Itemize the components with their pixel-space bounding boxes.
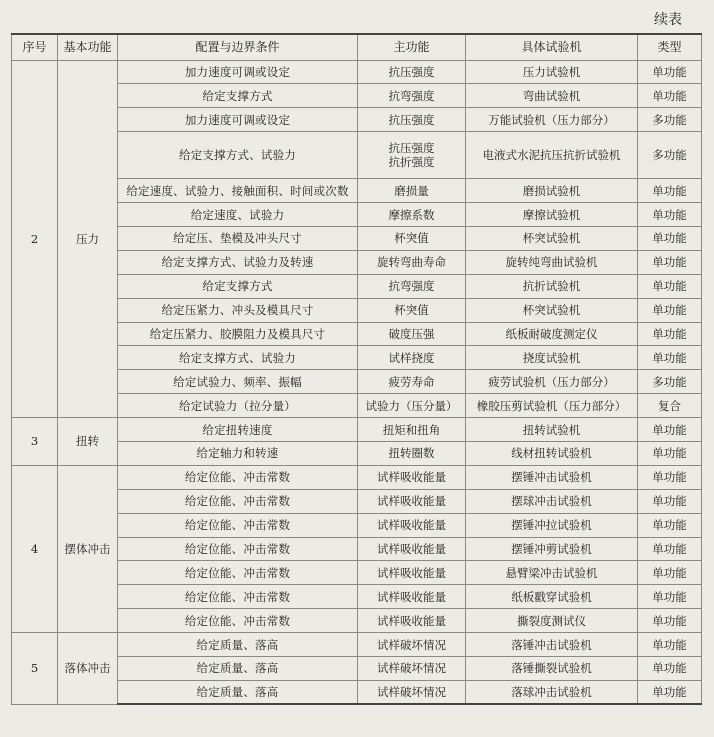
configuration-cell: 加力速度可调或设定 — [118, 60, 358, 84]
configuration-cell: 给定质量、落高 — [118, 680, 358, 704]
machine-cell: 磨损试验机 — [466, 179, 638, 203]
main-function-line: 抗折强度 — [388, 155, 435, 170]
machine-cell: 挠度试验机 — [466, 346, 638, 370]
main-function-cell: 旋转弯曲寿命 — [358, 250, 466, 274]
type-cell: 单功能 — [638, 656, 702, 680]
type-cell: 单功能 — [638, 609, 702, 633]
basic-function: 落体冲击 — [58, 633, 118, 705]
main-function-cell: 磨损量 — [358, 179, 466, 203]
type-cell: 单功能 — [638, 203, 702, 227]
type-cell: 单功能 — [638, 561, 702, 585]
header-machine: 具体试验机 — [466, 34, 638, 60]
type-cell: 多功能 — [638, 132, 702, 179]
main-function-cell: 试样吸收能量 — [358, 537, 466, 561]
header-no: 序号 — [12, 34, 58, 60]
configuration-cell: 给定轴力和转速 — [118, 441, 358, 465]
continued-label: 续表 — [654, 12, 682, 28]
configuration-cell: 给定试验力（拉分量） — [118, 394, 358, 418]
type-cell: 单功能 — [638, 441, 702, 465]
table-row — [12, 418, 702, 442]
configuration-cell: 给定质量、落高 — [118, 656, 358, 680]
row-number: 5 — [12, 633, 58, 705]
machine-cell: 摆锤冲拉试验机 — [466, 513, 638, 537]
machine-cell: 压力试验机 — [466, 60, 638, 84]
main-function-cell: 疲劳寿命 — [358, 370, 466, 394]
configuration-cell: 给定压紧力、冲头及模具尺寸 — [118, 298, 358, 322]
row-number: 4 — [12, 465, 58, 632]
row-number: 3 — [12, 418, 58, 466]
table-row — [12, 465, 702, 489]
machine-cell: 线材扭转试验机 — [466, 441, 638, 465]
machine-cell: 落锤撕裂试验机 — [466, 656, 638, 680]
type-cell: 多功能 — [638, 370, 702, 394]
configuration-cell: 给定扭转速度 — [118, 418, 358, 442]
main-function-cell: 试样破坏情况 — [358, 656, 466, 680]
main-function-cell: 抗压强度 — [358, 108, 466, 132]
basic-function: 摆体冲击 — [58, 465, 118, 632]
main-function-line: 抗压强度 — [388, 141, 435, 156]
machine-cell: 旋转纯弯曲试验机 — [466, 250, 638, 274]
main-function-cell: 试验力（压分量） — [358, 394, 466, 418]
configuration-cell: 给定位能、冲击常数 — [118, 489, 358, 513]
header-type: 类型 — [638, 34, 702, 60]
configuration-cell: 给定压、垫模及冲头尺寸 — [118, 226, 358, 250]
machine-cell: 纸板耐破度测定仪 — [466, 322, 638, 346]
basic-function: 压力 — [58, 60, 118, 418]
machine-cell: 弯曲试验机 — [466, 84, 638, 108]
basic-function: 扭转 — [58, 418, 118, 466]
configuration-cell: 给定位能、冲击常数 — [118, 609, 358, 633]
main-function-cell: 杯突值 — [358, 298, 466, 322]
main-function-cell: 扭转圈数 — [358, 441, 466, 465]
type-cell: 单功能 — [638, 84, 702, 108]
type-cell: 单功能 — [638, 298, 702, 322]
main-function-cell: 试样破坏情况 — [358, 633, 466, 657]
configuration-cell: 加力速度可调或设定 — [118, 108, 358, 132]
type-cell: 单功能 — [638, 633, 702, 657]
main-function-cell: 扭矩和扭角 — [358, 418, 466, 442]
header-main-function: 主功能 — [358, 34, 466, 60]
configuration-cell: 给定位能、冲击常数 — [118, 585, 358, 609]
main-function-cell: 试样吸收能量 — [358, 585, 466, 609]
machine-cell: 疲劳试验机（压力部分） — [466, 370, 638, 394]
table-header-row — [12, 34, 702, 60]
machine-cell: 抗折试验机 — [466, 274, 638, 298]
type-cell: 单功能 — [638, 250, 702, 274]
machine-cell: 摆球冲击试验机 — [466, 489, 638, 513]
machine-cell: 撕裂度测试仪 — [466, 609, 638, 633]
type-cell: 单功能 — [638, 226, 702, 250]
type-cell: 单功能 — [638, 60, 702, 84]
type-cell: 单功能 — [638, 346, 702, 370]
type-cell: 多功能 — [638, 108, 702, 132]
row-number: 2 — [12, 60, 58, 418]
configuration-cell: 给定支撑方式、试验力 — [118, 346, 358, 370]
configuration-cell: 给定支撑方式、试验力 — [118, 132, 358, 179]
configuration-cell: 给定支撑方式 — [118, 84, 358, 108]
main-function-cell: 摩擦系数 — [358, 203, 466, 227]
configuration-cell: 给定支撑方式 — [118, 274, 358, 298]
header-configuration: 配置与边界条件 — [118, 34, 358, 60]
machine-cell: 万能试验机（压力部分） — [466, 108, 638, 132]
configuration-cell: 给定压紧力、胶膜阻力及模具尺寸 — [118, 322, 358, 346]
configuration-cell: 给定位能、冲击常数 — [118, 513, 358, 537]
main-function-cell: 抗弯强度 — [358, 274, 466, 298]
main-function-cell: 试样吸收能量 — [358, 513, 466, 537]
configuration-cell: 给定位能、冲击常数 — [118, 465, 358, 489]
machine-cell: 悬臂梁冲击试验机 — [466, 561, 638, 585]
type-cell: 单功能 — [638, 179, 702, 203]
type-cell: 单功能 — [638, 537, 702, 561]
main-function-cell: 试样吸收能量 — [358, 561, 466, 585]
machine-cell: 落球冲击试验机 — [466, 680, 638, 704]
type-cell: 单功能 — [638, 274, 702, 298]
type-cell: 单功能 — [638, 513, 702, 537]
machine-cell: 橡胶压剪试验机（压力部分） — [466, 394, 638, 418]
type-cell: 单功能 — [638, 418, 702, 442]
configuration-cell: 给定速度、试验力、接触面积、时间或次数 — [118, 179, 358, 203]
type-cell: 单功能 — [638, 489, 702, 513]
main-function-cell: 杯突值 — [358, 226, 466, 250]
configuration-cell: 给定速度、试验力 — [118, 203, 358, 227]
main-function-cell: 试样破坏情况 — [358, 680, 466, 704]
type-cell: 单功能 — [638, 322, 702, 346]
main-function-cell: 试样吸收能量 — [358, 609, 466, 633]
machine-cell: 杯突试验机 — [466, 298, 638, 322]
configuration-cell: 给定位能、冲击常数 — [118, 537, 358, 561]
configuration-cell: 给定支撑方式、试验力及转速 — [118, 250, 358, 274]
type-cell: 单功能 — [638, 585, 702, 609]
table-row — [12, 633, 702, 657]
main-function-cell: 试样吸收能量 — [358, 465, 466, 489]
main-function-cell: 试样挠度 — [358, 346, 466, 370]
machine-cell: 落锤冲击试验机 — [466, 633, 638, 657]
table-row — [12, 60, 702, 84]
type-cell: 单功能 — [638, 465, 702, 489]
main-function-cell: 抗弯强度 — [358, 84, 466, 108]
configuration-cell: 给定位能、冲击常数 — [118, 561, 358, 585]
type-cell: 复合 — [638, 394, 702, 418]
machine-cell: 摩擦试验机 — [466, 203, 638, 227]
main-function-cell: 破度压强 — [358, 322, 466, 346]
machine-cell: 摆锤冲击试验机 — [466, 465, 638, 489]
main-function-cell: 试样吸收能量 — [358, 489, 466, 513]
table-body — [12, 60, 702, 704]
machine-cell: 杯突试验机 — [466, 226, 638, 250]
main-function-cell — [358, 132, 466, 179]
configuration-cell: 给定试验力、频率、振幅 — [118, 370, 358, 394]
machine-cell: 扭转试验机 — [466, 418, 638, 442]
machine-cell: 摆锤冲剪试验机 — [466, 537, 638, 561]
configuration-cell: 给定质量、落高 — [118, 633, 358, 657]
type-cell: 单功能 — [638, 680, 702, 704]
machine-cell: 电液式水泥抗压抗折试验机 — [466, 132, 638, 179]
machine-cell: 纸板戳穿试验机 — [466, 585, 638, 609]
main-function-cell: 抗压强度 — [358, 60, 466, 84]
header-basic-function: 基本功能 — [58, 34, 118, 60]
testing-machine-table — [11, 33, 702, 705]
